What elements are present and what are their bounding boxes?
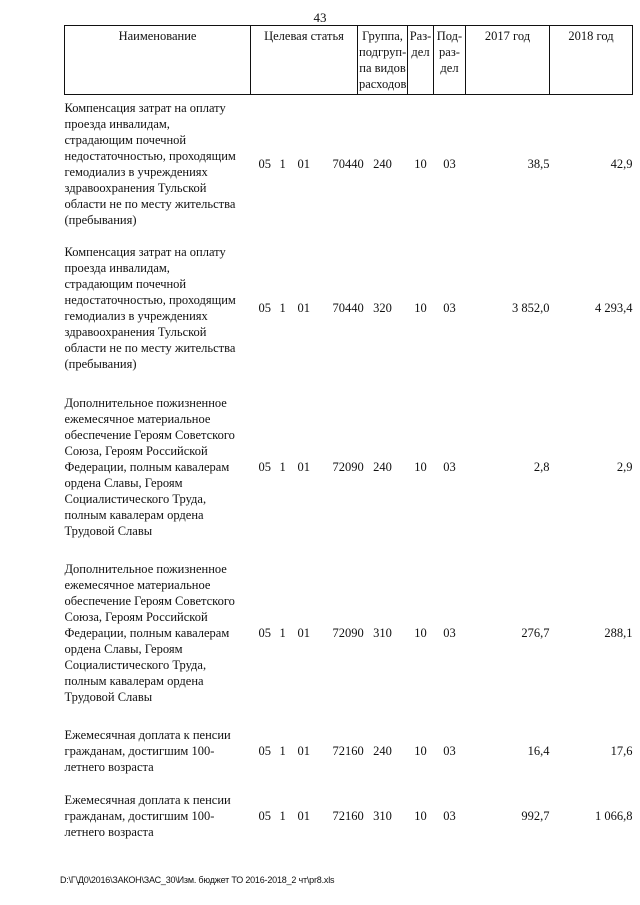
row-section: 10 xyxy=(414,156,427,171)
row-value-2017: 992,7 xyxy=(521,808,550,823)
row-target-article: 05 1 01 72160 xyxy=(258,808,364,823)
row-expense-group: 240 xyxy=(373,743,392,758)
header-target-article: Целевая статья xyxy=(251,26,358,95)
header-year-2018: 2018 год xyxy=(550,26,633,95)
header-subsection: Под- раз- дел xyxy=(434,26,466,95)
row-target-article: 05 1 01 70440 xyxy=(258,300,364,315)
row-value-2018: 288,1 xyxy=(604,626,633,640)
row-name: Компенсация затрат на оплату проезда инвалидам, страдающим почечной недостаточностью, проходящим гемодиализ в учреждениях здравоохранения Тульской области не по месту жительства (пребывания) xyxy=(64,244,236,371)
table-row xyxy=(65,786,633,846)
row-value-2018: 1 066,8 xyxy=(595,808,633,823)
row-expense-group: 310 xyxy=(373,626,392,640)
table-row xyxy=(65,383,633,551)
row-value-2017: 38,5 xyxy=(527,156,550,171)
page-number: 43 xyxy=(313,10,327,25)
table-header-row xyxy=(65,26,633,95)
row-name: Дополнительное пожизненное ежемесячное материальное обеспечение Героям Советского Союза, Героям Российской Федерации, полным кавалерам ордена Славы, Героям Социалистического Труда, полным кавалерам ордена Трудовой Славы xyxy=(64,562,235,704)
header-section: Раз- дел xyxy=(408,26,434,95)
row-name: Компенсация затрат на оплату проезда инвалидам, страдающим почечной недостаточностью, проходящим гемодиализ в учреждениях здравоохранения Тульской области не по месту жительства (пребывания) xyxy=(64,100,236,227)
row-target-article: 05 1 01 70440 xyxy=(258,156,364,171)
row-target-article: 05 1 01 72090 xyxy=(258,459,364,474)
row-value-2018: 42,9 xyxy=(610,156,633,171)
header-year-2017: 2017 год xyxy=(466,26,550,95)
row-expense-group: 240 xyxy=(373,459,392,474)
row-value-2018: 4 293,4 xyxy=(595,300,633,315)
row-expense-group: 320 xyxy=(373,300,392,315)
budget-table xyxy=(64,25,633,846)
row-section: 10 xyxy=(414,808,427,823)
table-row xyxy=(65,95,633,233)
row-name: Ежемесячная доплата к пенсии гражданам, достигшим 100- летнего возраста xyxy=(64,727,231,774)
row-target-article: 05 1 01 72090 xyxy=(258,626,364,640)
row-value-2018: 2,9 xyxy=(616,459,633,474)
row-name: Дополнительное пожизненное ежемесячное материальное обеспечение Героям Советского Союза, Героям Российской Федерации, полным кавалерам ордена Славы, Героям Социалистического Труда, полным кавалерам ордена Трудовой Славы xyxy=(64,395,235,538)
row-subsection: 03 xyxy=(443,459,456,474)
row-expense-group: 240 xyxy=(373,156,392,171)
table-row xyxy=(65,716,633,786)
row-subsection: 03 xyxy=(443,626,456,640)
row-section: 10 xyxy=(414,626,427,640)
row-name: Ежемесячная доплата к пенсии гражданам, достигшим 100- летнего возраста xyxy=(64,792,231,839)
row-section: 10 xyxy=(414,300,427,315)
row-target-article: 05 1 01 72160 xyxy=(258,743,364,758)
row-subsection: 03 xyxy=(443,808,456,823)
row-section: 10 xyxy=(414,459,427,474)
row-value-2017: 276,7 xyxy=(521,626,550,640)
row-subsection: 03 xyxy=(443,743,456,758)
row-value-2017: 3 852,0 xyxy=(512,300,550,315)
footer-file-path: D:\Г\Д0\2016\ЗАКОН\ЗАС_30\Изм. бюджет ТО 2016-2018_2 чт\pr8.xls xyxy=(60,875,335,885)
row-section: 10 xyxy=(414,743,427,758)
header-name: Наименование xyxy=(65,26,251,95)
row-value-2018: 17,6 xyxy=(610,743,633,758)
row-subsection: 03 xyxy=(443,156,456,171)
table-row xyxy=(65,233,633,383)
row-expense-group: 310 xyxy=(373,808,392,823)
header-expense-group: Группа, подгруп- па видов расходов xyxy=(358,26,408,95)
row-value-2017: 16,4 xyxy=(527,743,550,758)
row-subsection: 03 xyxy=(443,300,456,315)
table-row xyxy=(65,551,633,716)
row-value-2017: 2,8 xyxy=(533,459,550,474)
